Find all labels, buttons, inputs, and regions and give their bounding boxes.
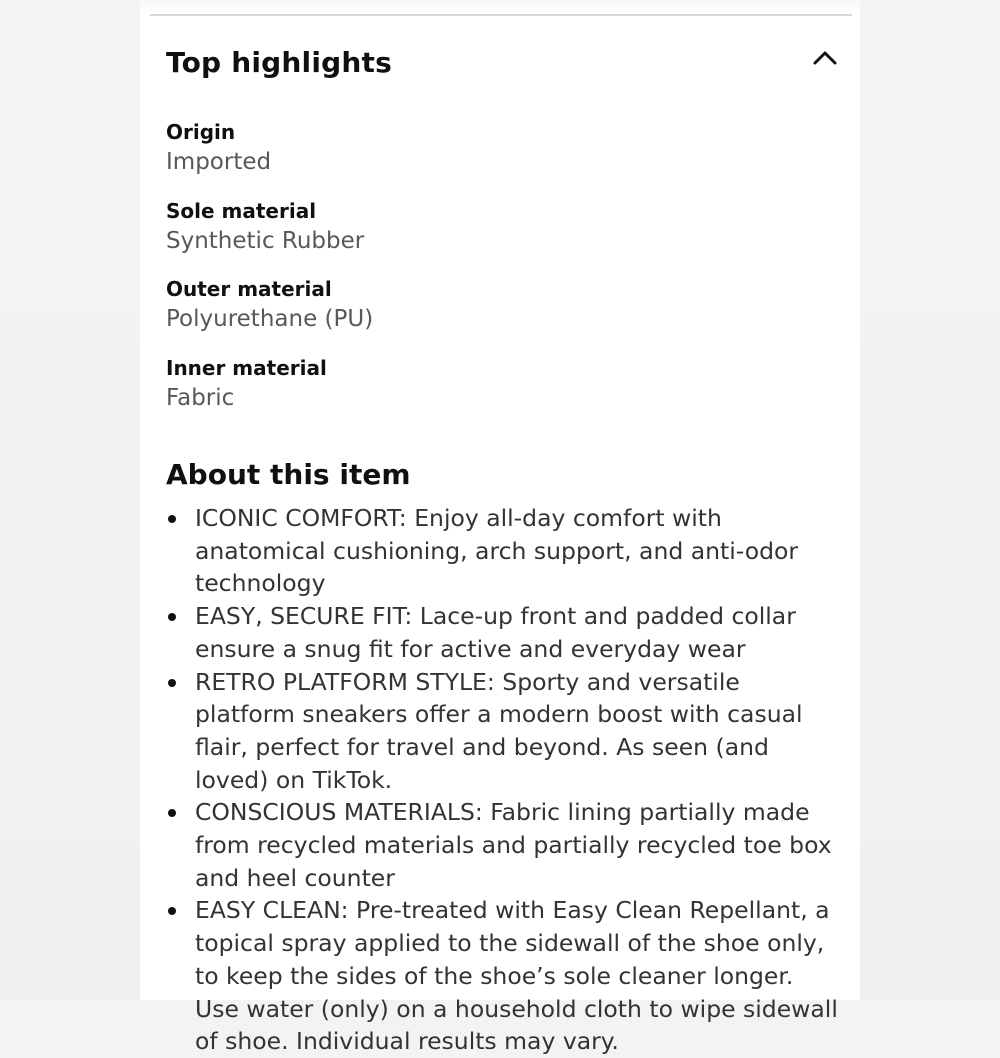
bullet-text: EASY CLEAN: Pre-treated with Easy Clean Repellant, a topical spray applied to the sidewall of the shoe only, to keep the sides of the shoe’s sole cleaner longer. Use water (only) on a household cloth to wipe sidewall of shoe. Individual results may vary. [195, 896, 838, 1056]
list-item [166, 502, 841, 600]
about-this-item-title: About this item [166, 458, 411, 491]
attribute-label: Inner material [166, 355, 327, 380]
list-item [166, 796, 841, 894]
top-highlights-title: Top highlights [166, 45, 392, 79]
chevron-up-icon[interactable] [810, 43, 840, 73]
attribute-inner-material [166, 354, 826, 433]
attribute-label: Sole material [166, 198, 317, 223]
attribute-sole-material [166, 197, 826, 276]
bullet-text: EASY, SECURE FIT: Lace-up front and padded collar ensure a snug fit for active and everyday wear [195, 602, 796, 663]
page-backdrop-left [0, 0, 140, 1000]
attribute-label: Outer material [166, 277, 332, 301]
page-backdrop-right [860, 0, 1000, 1000]
attribute-value: Polyurethane (PU) [166, 306, 374, 332]
attribute-value: Fabric [166, 384, 235, 411]
attribute-value: Imported [166, 149, 272, 175]
bullet-text: CONSCIOUS MATERIALS: Fabric lining partially made from recycled materials and partially recycled toe box and heel counter [195, 798, 832, 892]
attribute-label: Origin [166, 120, 236, 144]
bullet-dot-icon [168, 809, 176, 817]
list-item [166, 600, 841, 665]
feature-bullet-list [166, 502, 841, 1058]
product-details-panel [140, 0, 860, 1056]
bullet-text: RETRO PLATFORM STYLE: Sporty and versatile platform sneakers offer a modern boost with casual flair, perfect for travel and beyond. As seen (and loved) on TikTok. [195, 667, 803, 794]
bullet-dot-icon [168, 907, 176, 915]
bullet-dot-icon [168, 515, 176, 523]
top-shadow [140, 0, 860, 14]
bullet-dot-icon [168, 613, 176, 621]
attribute-outer-material [166, 275, 826, 354]
list-item [166, 666, 841, 797]
attribute-origin [166, 118, 826, 197]
top-highlights-header[interactable] [166, 40, 840, 84]
attribute-value: Synthetic Rubber [166, 227, 365, 254]
list-item [166, 894, 841, 1058]
bullet-text: ICONIC COMFORT: Enjoy all-day comfort with anatomical cushioning, arch support, and anti-odor technology [195, 504, 799, 598]
attribute-list [166, 118, 826, 432]
section-divider [150, 14, 852, 16]
bullet-dot-icon [168, 679, 176, 687]
